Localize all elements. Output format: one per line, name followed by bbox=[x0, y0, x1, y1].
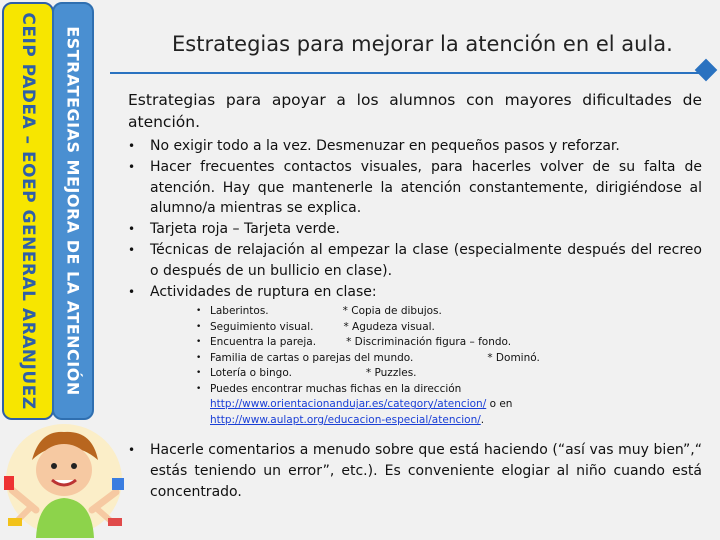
section-heading: Estrategias para apoyar a los alumnos con mayores dificultades de atención. bbox=[128, 91, 702, 131]
activity-sublist bbox=[196, 304, 702, 428]
sidebar-banner-topic bbox=[52, 2, 94, 420]
slide-title: Estrategias para mejorar la atención en el aula. bbox=[172, 32, 673, 56]
list-item: • Hacer frecuentes contactos visuales, para hacerles volver de su falta de atención. Hay que mantenerle la atención constantemente, dirigiéndose al alumno/a mientras se explica. bbox=[128, 158, 702, 217]
sidebar-topic-label: ESTRATEGIAS MEJORA DE LA ATENCIÓN bbox=[63, 26, 83, 396]
list-item: • Actividades de ruptura en clase: • Laberintos. * Copia de dibujos. • Seguimiento visual. * Agudeza visual. • Encuentra la pareja. * Discriminación figura – fondo. • Familia de cartas o parejas del mundo. * Dominó. • Lotería o bingo. * Puzzles. • Puedes encontrar muchas fichas en la dirección http://www.orientacionandujar.es/category/atencion/ o en http://www.aulapt.org/educacion-especial/atencion/. bbox=[128, 282, 702, 429]
orientacionandujar-link[interactable]: http://www.orientacionandujar.es/category/atencion/ bbox=[210, 398, 487, 411]
list-item: • Hacerle comentarios a menudo sobre que está haciendo (“así vas muy bien”,“ estás teniendo un error”, etc.). Es conveniente elogiar al niño cuando está concentrado. bbox=[128, 442, 702, 500]
sub-list-item: • Seguimiento visual. * Agudeza visual. bbox=[196, 320, 435, 333]
sub-list-item: • Laberintos. * Copia de dibujos. bbox=[196, 305, 442, 318]
strategy-list bbox=[128, 136, 702, 503]
title-divider bbox=[110, 72, 705, 74]
sidebar-school-label: CEIP PADEA – EOEP GENERAL ARANJUEZ bbox=[18, 12, 38, 410]
divider-diamond-icon bbox=[695, 59, 718, 82]
sub-list-item: • Encuentra la pareja. * Discriminación figura – fondo. bbox=[196, 336, 512, 349]
list-item: • Tarjeta roja – Tarjeta verde. bbox=[128, 221, 340, 238]
list-item: • Técnicas de relajación al empezar la clase (especialmente después del recreo o después de un bullicio en clase). bbox=[128, 241, 702, 279]
child-illustration bbox=[2, 420, 127, 538]
sub-list-item: • Puedes encontrar muchas fichas en la dirección http://www.orientacionandujar.es/category/atencion/ o en http://www.aulapt.org/educacion-especial/atencion/. bbox=[196, 382, 513, 426]
sub-list-item: • Familia de cartas o parejas del mundo. * Dominó. bbox=[196, 351, 540, 364]
sidebar-banner-school bbox=[2, 2, 54, 420]
list-item: • No exigir todo a la vez. Desmenuzar en pequeños pasos y reforzar. bbox=[128, 138, 620, 154]
aulapt-link[interactable]: http://www.aulapt.org/educacion-especial/atencion/ bbox=[210, 413, 481, 426]
sub-list-item: • Lotería o bingo. * Puzzles. bbox=[196, 367, 417, 380]
